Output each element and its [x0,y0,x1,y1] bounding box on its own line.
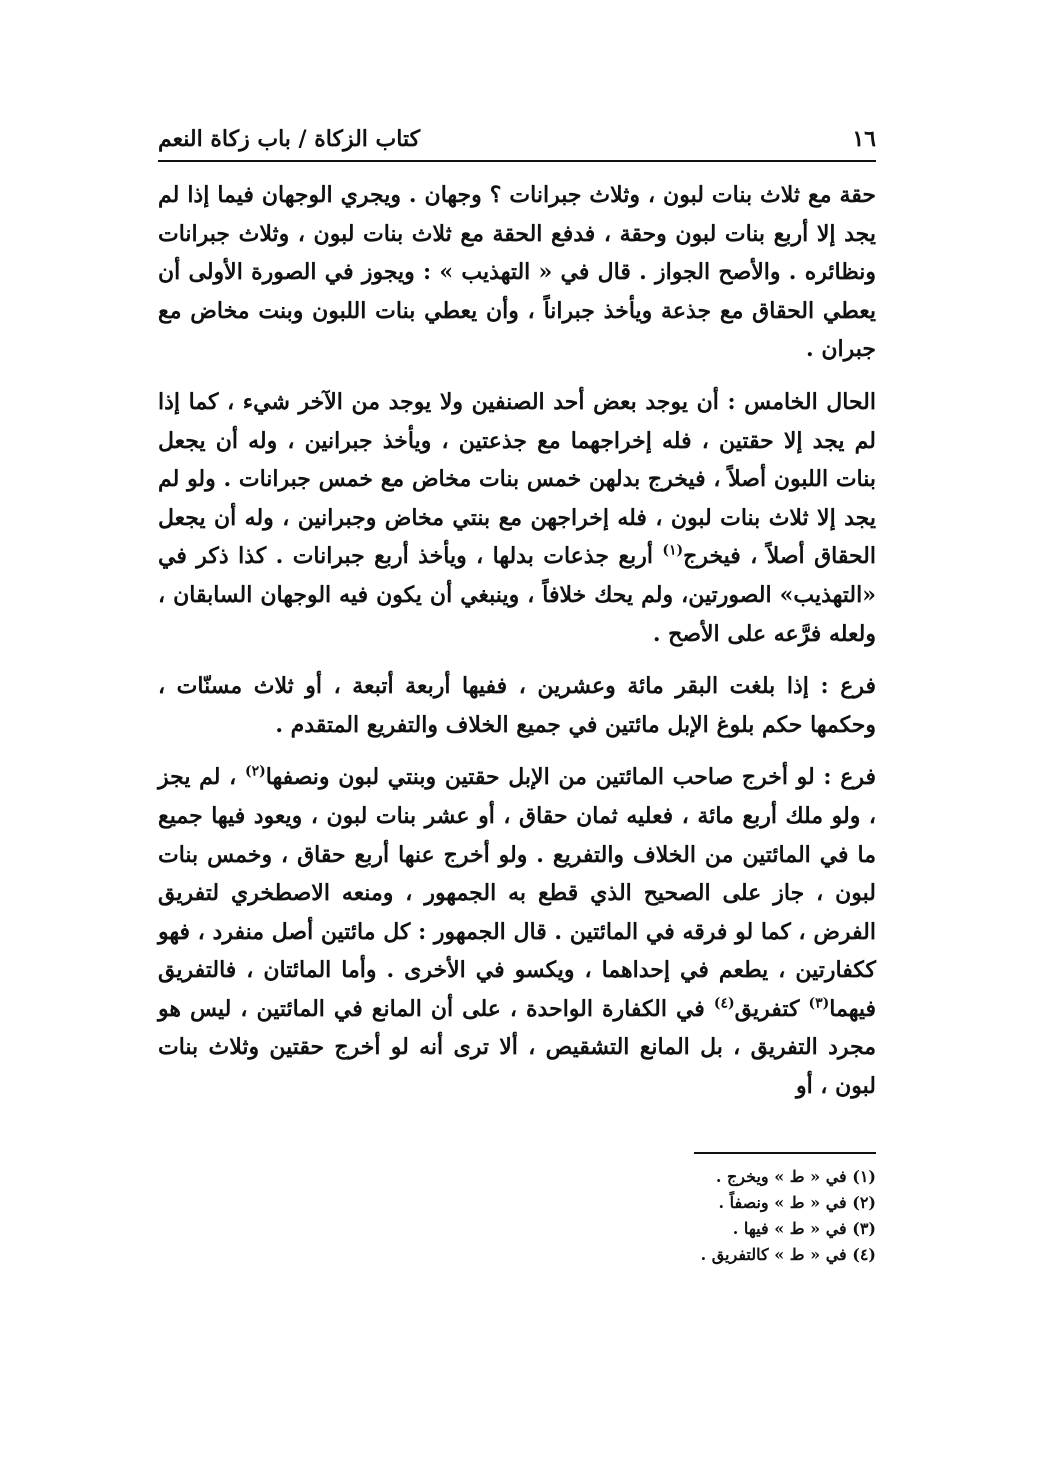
paragraph-4 [158,758,876,1105]
footnote-2: (٢) في « ط » ونصفاً . [718,1193,876,1212]
paragraph-4-text-b: ، لم يجز ، ولو ملك أربع مائة ، فعليه ثمان حقاق ، أو عشر بنات لبون ، ويعود فيها جميع ما في المائتين من الخلاف والتفريع . ولو أخرج عنها أربع حقاق ، وخمس بنات لبون ، جاز على الصحيح الذي قطع به الجمهور ، ومنعه الاصطخري لتفريق الفرض ، كما لو فرقه في المائتين . قال الجمهور : كل مائتين أصل منفرد ، فهو ككفارتين ، يطعم في إحداهما ، ويكسو في الأخرى . وأما المائتان ، فالتفريق فيهما [158,764,876,1022]
paragraph-3-lead: فرع : [820,673,877,700]
footnote-ref-3: (٣) [808,995,830,1012]
paragraph-3-text: إذا بلغت البقر مائة وعشرين ، ففيها أربعة أتبعة ، أو ثلاث مسنّات ، وحكمها حكم بلوغ الإبل مائتين في جميع الخلاف والتفريع المتقدم . [158,673,876,738]
paragraph-2 [158,383,876,653]
paragraph-3 [158,667,876,744]
page-number: ١٦ [852,126,876,152]
footnote-3: (٣) في « ط » فيها . [732,1219,876,1238]
paragraph-4-text-d: في الكفارة الواحدة ، على أن المانع في المائتين ، ليس هو مجرد التفريق ، بل المانع التشقيص ، ألا ترى أنه لو أخرج حقتين وثلاث بنات لبون ، أو [158,995,876,1100]
footnote-4: (٤) في « ط » كالتفريق . [700,1245,876,1264]
page-header [158,118,876,162]
paragraph-4-lead: فرع : [823,764,877,791]
paragraph-2-lead: الحال الخامس : [727,388,876,415]
footnote-ref-1: (١) [662,543,684,560]
running-title: كتاب الزكاة / باب زكاة النعم [158,126,421,152]
main-text [158,176,876,1120]
paragraph-4-text-c: كتفريق [734,995,809,1022]
paragraph-4-text-a: لو أخرج صاحب المائتين من الإبل حقتين وبنتي لبون ونصفها [265,764,824,791]
footnote-divider [694,1152,876,1154]
paragraph-1 [158,176,876,369]
paragraph-1-text: حقة مع ثلاث بنات لبون ، وثلاث جبرانات ؟ وجهان . ويجري الوجهان فيما إذا لم يجد إلا أربع بنات لبون وحقة ، فدفع الحقة مع ثلاث بنات لبون ، وثلاث جبرانات ونظائره . والأصح الجواز . قال في « التهذيب » : ويجوز في الصورة الأولى أن يعطي الحقاق مع جذعة ويأخذ جبراناً ، وأن يعطي بنات اللبون وبنت مخاض مع جبران . [158,182,876,363]
paragraph-2-text-b: أربع جذعات بدلها ، ويأخذ أربع جبرانات . كذا ذكر في «التهذيب» الصورتين، ولم يحك خلافاً ، وينبغي أن يكون فيه الوجهان السابقان ، ولعله فرَّعه على الأصح . [158,543,876,647]
footnotes [560,1164,876,1268]
footnote-ref-2: (٢) [244,763,266,780]
footnote-1: (١) في « ط » ويخرج . [715,1167,876,1186]
paragraph-2-text-a: أن يوجد بعض أحد الصنفين ولا يوجد من الآخر شيء ، كما إذا لم يجد إلا حقتين ، فله إخراجهما مع جذعتين ، ويأخذ جبرانين ، وله أن يجعل بنات اللبون أصلاً ، فيخرج بدلهن خمس بنات مخاض مع خمس جبرانات . ولو لم يجد إلا ثلاث بنات لبون ، فله إخراجهن مع بنتي مخاض وجبرانين ، وله أن يجعل الحقاق أصلاً ، فيخرج [158,388,876,570]
footnote-ref-4: (٤) [713,995,735,1012]
